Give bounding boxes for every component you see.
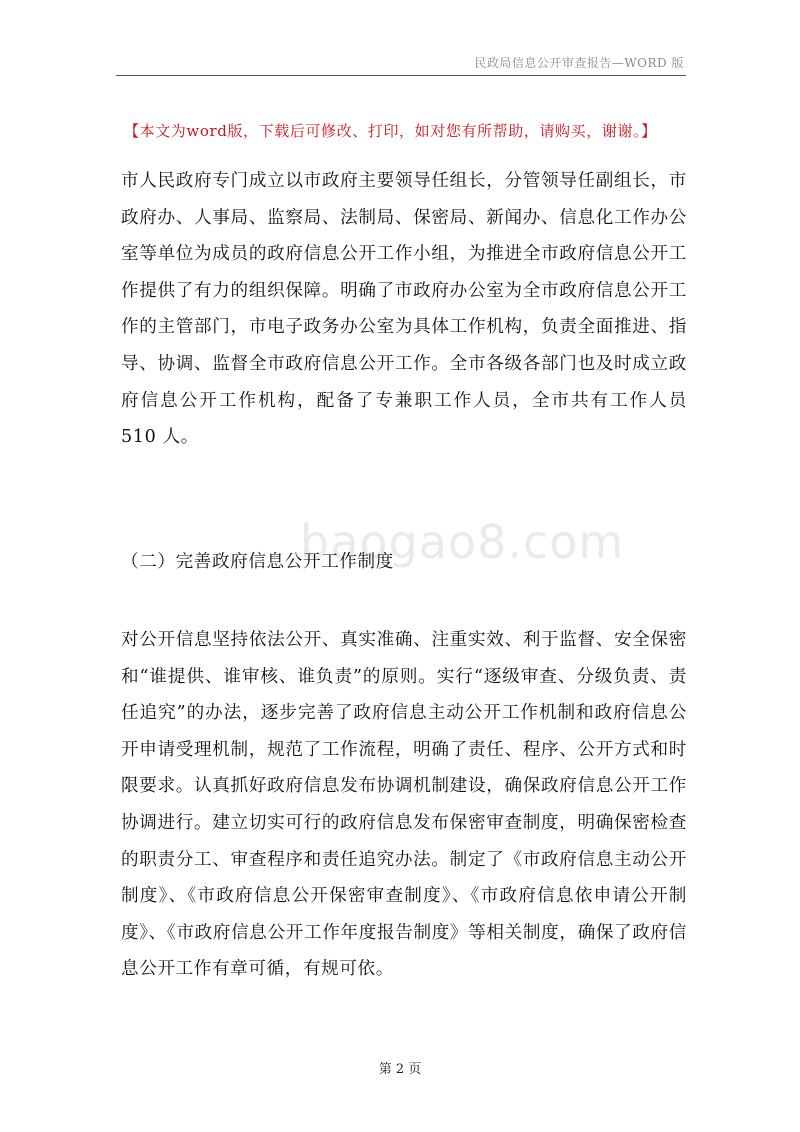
body-paragraph-2: 对公开信息坚持依法公开、真实准确、注重实效、利于监督、安全保密和“谁提供、谁审核、谁负责”的原则。实行“逐级审查、分级负责、责任追究”的办法，逐步完善了政府信息主动公开工作机制和政府信息公开申请受理机制，规范了工作流程，明确了责任、程序、公开方式和时限要求。认真抓好政府信息发布协调机制建设，确保政府信息公开工作协调进行。建立切实可行的政府信息发布保密审查制度，明确保密检查的职责分工、审查程序和责任追究办法。制定了《市政府信息主动公开制度》、《市政府信息公开保密审查制度》、《市政府信息依申请公开制度》、《市政府信息公开工作年度报告制度》等相关制度，确保了政府信息公开工作有章可循，有规可依。 <box>121 630 687 980</box>
page-number: 第 2 页 <box>378 1062 422 1077</box>
watermark: baogao8.com <box>300 515 625 569</box>
header-divider <box>116 75 686 76</box>
download-notice: 【本文为word版，下载后可修改、打印，如对您有所帮助，请购买，谢谢。】 <box>124 122 657 140</box>
section-heading: （二）完善政府信息公开工作制度 <box>121 552 394 572</box>
running-header: 民政局信息公开审查报告—WORD 版 <box>474 56 684 70</box>
body-paragraph-1: 市人民政府专门成立以市政府主要领导任组长，分管领导任副组长，市政府办、人事局、监察局、法制局、保密局、新闻办、信息化工作办公室等单位为成员的政府信息公开工作小组，为推进全市政府信息公开工作提供了有力的组织保障。明确了市政府办公室为全市政府信息公开工作的主管部门，市电子政务办公室为具体工作机构，负责全面推进、指导、协调、监督全市政府信息公开工作。全市各级各部门也及时成立政府信息公开工作机构，配备了专兼职工作人员，全市共有工作人员 510 人。 <box>121 171 687 448</box>
